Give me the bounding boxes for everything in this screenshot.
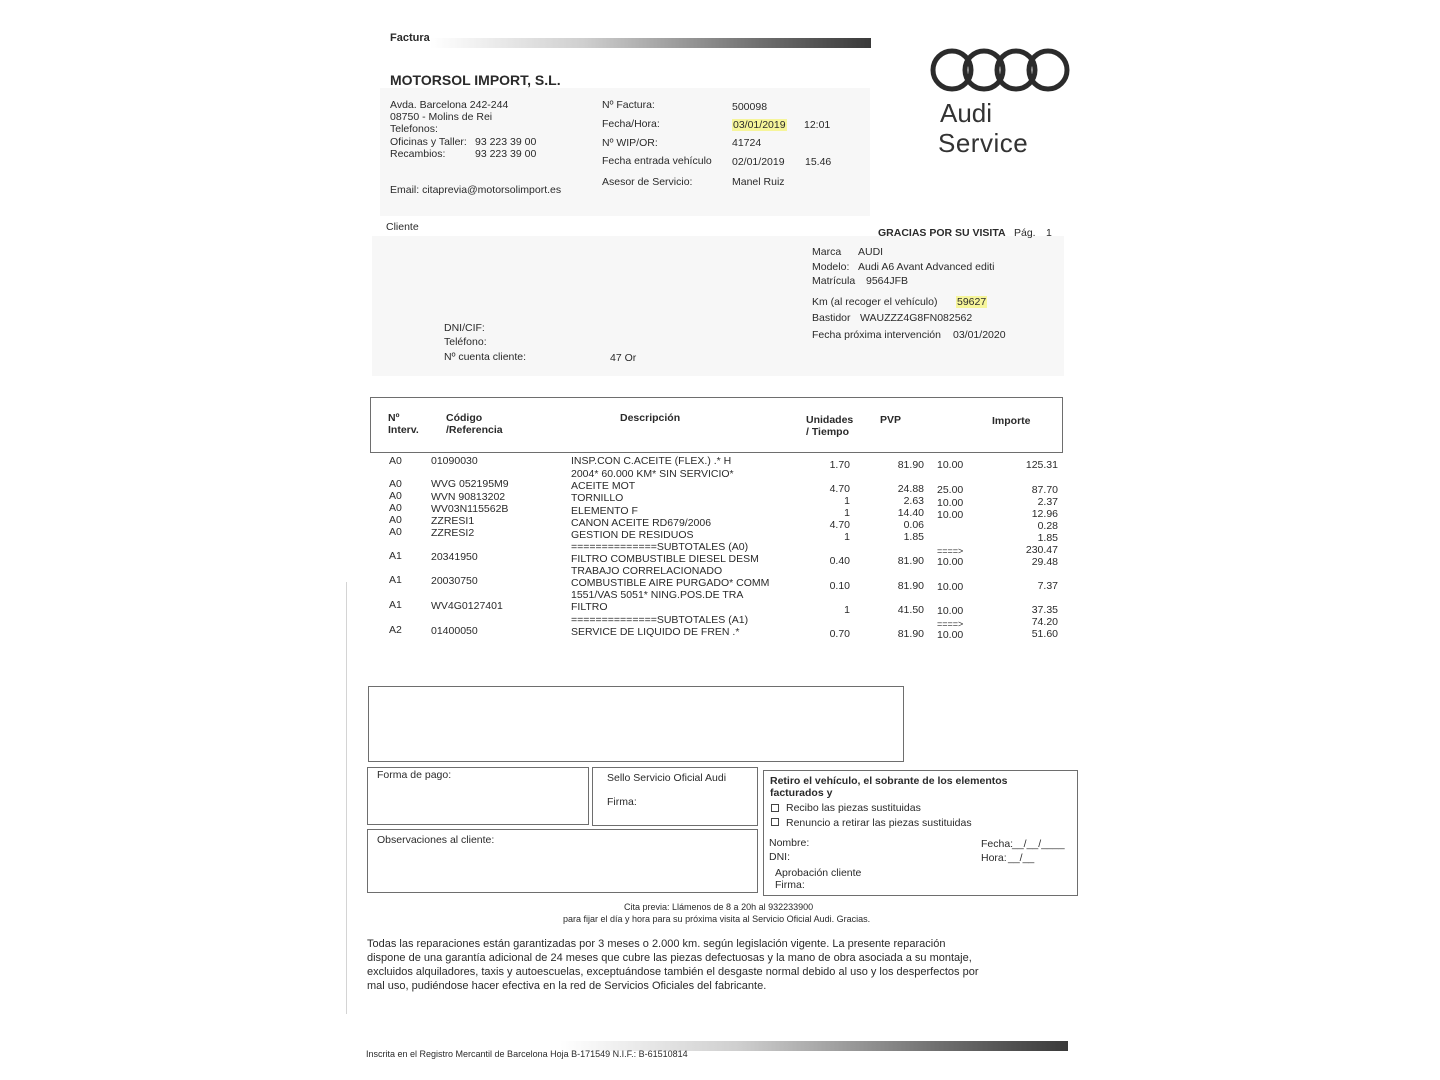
row-discount: ====>	[937, 546, 964, 556]
client-label: Cliente	[386, 221, 419, 233]
entry-label: Fecha entrada vehículo	[602, 155, 712, 167]
row-pvp: 2.63	[903, 495, 924, 507]
pickup-name-label: Nombre:	[769, 837, 810, 849]
row-amount: 12.96	[1031, 508, 1058, 520]
row-code: ZZRESI1	[431, 515, 475, 527]
thanks-text: GRACIAS POR SU VISITA	[878, 227, 1006, 239]
row-amount: 2.37	[1037, 496, 1058, 508]
col-units-1: Unidades	[806, 414, 854, 426]
row-desc: ==============SUBTOTALES (A1)	[571, 614, 749, 626]
stamp-label: Sello Servicio Oficial Audi	[607, 772, 727, 784]
row-units: 0.40	[829, 555, 850, 567]
parts-label: Recambios:	[390, 148, 446, 160]
row-code: WV4G0127401	[431, 600, 503, 612]
row-interv: A0	[389, 455, 402, 467]
row-pvp: 81.90	[897, 580, 924, 592]
waive-parts-label: Renuncio a retirar las piezas sustituidas	[786, 817, 972, 829]
pickup-hour-label: Hora:	[981, 852, 1007, 864]
row-desc: GESTION DE RESIDUOS	[571, 529, 694, 541]
row-desc: TORNILLO	[571, 492, 624, 504]
row-code: 01400050	[431, 625, 478, 637]
row-units: 0.10	[829, 580, 850, 592]
row-code: 01090030	[431, 455, 478, 467]
appointment-line2: para fijar el día y hora para su próxima visita al Servicio Oficial Audi. Gracias.	[563, 914, 871, 924]
row-desc: INSP.CON C.ACEITE (FLEX.) .* H	[571, 455, 732, 467]
doc-type: Factura	[390, 32, 430, 44]
row-interv: A1	[389, 599, 402, 611]
row-discount: 10.00	[937, 556, 964, 568]
row-units: 1.70	[829, 459, 850, 471]
row-interv: A2	[389, 624, 402, 636]
row-code: 20030750	[431, 575, 478, 587]
model-value: Audi A6 Avant Advanced editi	[858, 261, 995, 273]
row-amount: 7.37	[1037, 580, 1058, 592]
entry-date: 02/01/2019	[732, 156, 785, 168]
model-label: Modelo:	[812, 261, 850, 273]
offices-label: Oficinas y Taller:	[390, 136, 467, 148]
margin-line	[346, 582, 347, 1014]
client-phone-label: Teléfono:	[444, 336, 487, 348]
pickup-date-label: Fecha:	[981, 838, 1014, 850]
col-code-1: Código	[446, 412, 483, 424]
received-parts-label: Recibo las piezas sustituidas	[786, 802, 921, 814]
pickup-title-2: facturados y	[770, 787, 833, 799]
row-desc: FILTRO	[571, 601, 608, 613]
observations-label: Observaciones al cliente:	[377, 834, 495, 846]
col-interv-2: Interv.	[388, 424, 419, 436]
approval-label: Aprobación cliente	[775, 867, 862, 879]
pickup-date-blank: __/__/____	[1012, 838, 1065, 850]
row-units: 4.70	[829, 519, 850, 531]
col-units-2: / Tiempo	[806, 426, 849, 438]
header-bar	[430, 38, 871, 48]
col-description: Descripción	[620, 412, 681, 424]
datetime-label: Fecha/Hora:	[602, 118, 660, 130]
row-amount: 29.48	[1031, 556, 1058, 568]
km-value-wrap	[956, 296, 987, 308]
col-interv-1: Nº	[388, 412, 400, 424]
row-interv: A0	[389, 514, 402, 526]
invoice-no-label: Nº Factura:	[602, 99, 655, 111]
company-email: Email: citaprevia@motorsolimport.es	[390, 184, 562, 196]
col-code-2: /Referencia	[446, 424, 503, 436]
row-pvp: 81.90	[897, 459, 924, 471]
row-amount: 125.31	[1025, 459, 1058, 471]
row-units: 0.70	[829, 628, 850, 640]
km-value: 59627	[957, 296, 987, 308]
entry-time: 15.46	[805, 156, 832, 168]
phones-label: Telefonos:	[390, 123, 438, 135]
row-units: 1	[844, 531, 850, 543]
wip-value: 41724	[732, 137, 762, 149]
warranty-line1: Todas las reparaciones están garantizadas por 3 meses o 2.000 km. según legislación vigente. La presente reparación	[367, 938, 946, 950]
row-discount: 25.00	[937, 484, 964, 496]
audi-rings-logo	[928, 44, 1074, 96]
payment-label: Forma de pago:	[377, 769, 452, 781]
row-amount: 74.20	[1031, 616, 1058, 628]
row-desc: TRABAJO CORRELACIONADO	[571, 565, 723, 577]
row-pvp: 1.85	[903, 531, 924, 543]
row-desc: ELEMENTO F	[571, 505, 638, 517]
row-units: 1	[844, 495, 850, 507]
row-desc: ACEITE MOT	[571, 480, 636, 492]
row-amount: 1.85	[1037, 532, 1058, 544]
blank-panel	[368, 686, 904, 762]
row-interv: A0	[389, 502, 402, 514]
row-desc: 2004* 60.000 KM* SIN SERVICIO*	[571, 468, 734, 480]
wip-label: Nº WIP/OR:	[602, 137, 658, 149]
row-units: 1	[844, 507, 850, 519]
row-desc: 1551/VAS 5051* NING.POS.DE TRA	[571, 589, 744, 601]
waive-parts-checkbox[interactable]	[771, 818, 779, 826]
invoice-date-value: 03/01/2019	[733, 119, 786, 131]
make-label: Marca	[812, 246, 842, 258]
brand-line1: Audi	[940, 98, 993, 128]
invoice-date	[732, 119, 787, 131]
stamp-signature-label: Firma:	[607, 796, 637, 808]
row-desc: CANON ACEITE RD679/2006	[571, 517, 712, 529]
next-service-label: Fecha próxima intervención	[812, 329, 941, 341]
row-code: WVN 90813202	[431, 491, 506, 503]
row-interv: A0	[389, 478, 402, 490]
warranty-line2: dispone de una garantía adicional de 24 meses que cubre las piezas defectuosas y la mano de obra asociada a su montaje,	[367, 952, 972, 964]
plate-label: Matrícula	[812, 275, 856, 287]
row-discount: 10.00	[937, 509, 964, 521]
row-pvp: 14.40	[897, 507, 924, 519]
row-amount: 230.47	[1025, 544, 1058, 556]
advisor-name: Manel Ruiz	[732, 176, 785, 188]
brand-line2: Service	[938, 128, 1029, 158]
km-label: Km (al recoger el vehículo)	[812, 296, 938, 308]
warranty-line3: excluidos alquiladores, taxis y autoescuelas, exceptuándose también el desgaste normal debido al uso y los desperfectos por	[367, 966, 979, 978]
col-pvp: PVP	[880, 414, 902, 426]
row-discount: 10.00	[937, 497, 964, 509]
address-line1: Avda. Barcelona 242-244	[390, 99, 509, 111]
row-pvp: 81.90	[897, 555, 924, 567]
row-desc: COMBUSTIBLE AIRE PURGADO* COMM	[571, 577, 770, 589]
row-discount: 10.00	[937, 459, 964, 471]
row-desc: SERVICE DE LIQUIDO DE FREN .*	[571, 626, 740, 638]
row-pvp: 81.90	[897, 628, 924, 640]
address-line2: 08750 - Molins de Rei	[390, 111, 493, 123]
registry-text: Inscrita en el Registro Mercantil de Barcelona Hoja B-171549 N.I.F.: B-61510814	[366, 1049, 688, 1059]
row-interv: A0	[389, 526, 402, 538]
page-number: 1	[1046, 227, 1052, 239]
row-amount: 0.28	[1037, 520, 1058, 532]
invoice-no: 500098	[732, 101, 768, 113]
row-pvp: 24.88	[897, 483, 924, 495]
invoice-time: 12:01	[804, 119, 831, 131]
row-code: 20341950	[431, 551, 478, 563]
dni-label: DNI/CIF:	[444, 322, 485, 334]
page-label: Pág.	[1014, 227, 1036, 239]
offices-phone: 93 223 39 00	[475, 136, 537, 148]
vin-value: WAUZZZ4G8FN082562	[860, 312, 973, 324]
advisor-label: Asesor de Servicio:	[602, 176, 693, 188]
next-service-date: 03/01/2020	[953, 329, 1006, 341]
row-desc: ==============SUBTOTALES (A0)	[571, 541, 749, 553]
row-discount: ====>	[937, 619, 964, 629]
vertical-margin-strip	[340, 580, 356, 1020]
pickup-hour-blank: __/__	[1008, 852, 1035, 864]
parts-phone: 93 223 39 00	[475, 148, 537, 160]
row-units: 4.70	[829, 483, 850, 495]
plate-value: 9564JFB	[866, 275, 909, 287]
row-interv: A1	[389, 550, 402, 562]
pickup-dni-label: DNI:	[769, 851, 790, 863]
row-interv: A1	[389, 574, 402, 586]
row-code: WV03N115562B	[431, 503, 509, 515]
row-amount: 37.35	[1031, 604, 1058, 616]
row-amount: 87.70	[1031, 484, 1058, 496]
row-discount: 10.00	[937, 629, 964, 641]
row-discount: 10.00	[937, 581, 964, 593]
account-label: Nº cuenta cliente:	[444, 351, 527, 363]
row-code: ZZRESI2	[431, 527, 475, 539]
warranty-line4: mal uso, pudiéndose hacer efectiva en la red de Servicios Oficiales del fabricante.	[367, 980, 767, 992]
pickup-title-1: Retiro el vehículo, el sobrante de los elementos	[770, 775, 1008, 787]
make-value: AUDI	[858, 246, 884, 258]
row-amount: 51.60	[1031, 628, 1058, 640]
company-name: MOTORSOL IMPORT, S.L.	[390, 72, 561, 88]
approval-signature-label: Firma:	[775, 879, 805, 891]
row-discount: 10.00	[937, 605, 964, 617]
row-pvp: 41.50	[897, 604, 924, 616]
row-units: 1	[844, 604, 850, 616]
row-desc: FILTRO COMBUSTIBLE DIESEL DESM	[571, 553, 759, 565]
vin-label: Bastidor	[812, 312, 851, 324]
received-parts-checkbox[interactable]	[771, 804, 779, 812]
col-amount: Importe	[992, 415, 1031, 427]
row-pvp: 0.06	[903, 519, 924, 531]
appointment-line1: Cita previa: Llámenos de 8 a 20h al 932233900	[624, 902, 814, 912]
account-suffix: 47 Or	[610, 352, 637, 364]
row-interv: A0	[389, 490, 402, 502]
row-code: WVG 052195M9	[431, 478, 509, 490]
